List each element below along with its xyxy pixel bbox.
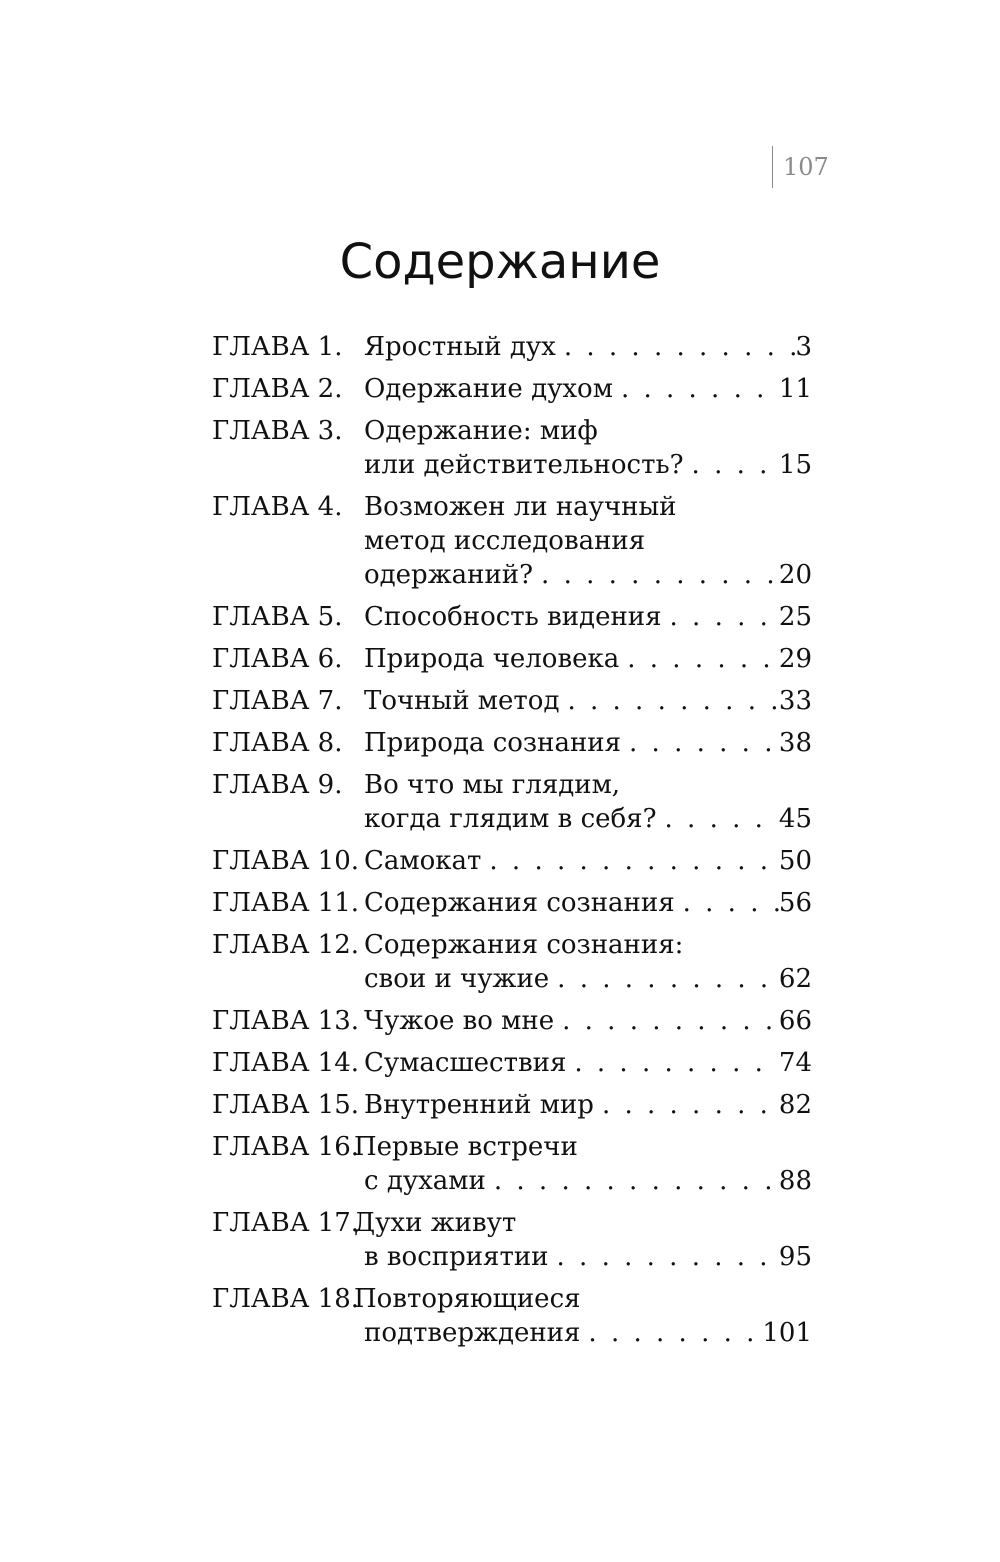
page-title: Содержание	[339, 234, 661, 290]
chapter-page-number: 62	[778, 964, 812, 994]
chapter-title-line: Повторяющиеся	[354, 1284, 581, 1314]
chapter-title-block	[364, 600, 812, 634]
chapter-label: ГЛАВА 7.	[212, 686, 343, 716]
chapter-page-number: 45	[778, 804, 812, 834]
chapter-title-line: Чужое во мне	[364, 1006, 555, 1036]
chapter-label: ГЛАВА 14.	[212, 1048, 360, 1078]
chapter-title-block	[364, 844, 812, 878]
chapter-title-block	[364, 768, 812, 836]
chapter-title-line: Одержание: миф	[364, 416, 598, 446]
chapter-title-last-line	[364, 684, 812, 718]
chapter-page-number: 3	[795, 332, 812, 362]
chapter-title-last-line	[364, 844, 812, 878]
chapter-title-last-line	[354, 1316, 812, 1350]
chapter-title-line: Во что мы глядим,	[364, 770, 621, 800]
chapter-title-line: Самокат	[364, 846, 482, 876]
chapter-page-number: 11	[778, 374, 812, 404]
toc-entry	[212, 844, 812, 878]
leader-dots	[533, 558, 779, 592]
chapter-title-block	[364, 1046, 812, 1080]
chapter-title-block	[364, 330, 812, 364]
chapter-title-block	[364, 886, 812, 920]
toc-entry	[212, 928, 812, 996]
leader-dots	[481, 844, 779, 878]
chapter-label: ГЛАВА 13.	[212, 1006, 360, 1036]
chapter-label: ГЛАВА 3.	[212, 416, 343, 446]
chapter-title-block	[364, 642, 812, 676]
chapter-title-line: в восприятии	[364, 1242, 549, 1272]
leader-dots	[621, 726, 779, 760]
chapter-title-line: или действительность?	[364, 450, 684, 480]
chapter-title-block	[364, 684, 812, 718]
chapter-label: ГЛАВА 12.	[212, 930, 360, 960]
chapter-title-last-line	[364, 448, 812, 482]
chapter-page-number: 82	[778, 1090, 812, 1120]
chapter-label: ГЛАВА 5.	[212, 602, 343, 632]
chapter-title-line: Духи живут	[354, 1208, 517, 1238]
chapter-title-last-line	[364, 600, 812, 634]
chapter-title-line: когда глядим в себя?	[364, 804, 657, 834]
chapter-label: ГЛАВА 8.	[212, 728, 343, 758]
toc-entry	[212, 1004, 812, 1038]
leader-dots	[619, 642, 779, 676]
toc-entry	[212, 1282, 812, 1350]
chapter-title-line: одержаний?	[364, 560, 534, 590]
chapter-page-number: 56	[778, 888, 812, 918]
page-number-block	[772, 146, 829, 188]
chapter-title-last-line	[364, 726, 812, 760]
toc-entry	[212, 414, 812, 482]
table-of-contents	[212, 330, 812, 1358]
toc-entry	[212, 600, 812, 634]
chapter-title-last-line	[354, 1240, 812, 1274]
leader-dots	[559, 684, 778, 718]
chapter-title-last-line	[364, 962, 812, 996]
chapter-page-number: 50	[778, 846, 812, 876]
leader-dots	[594, 1088, 779, 1122]
toc-entry	[212, 1046, 812, 1080]
chapter-title-line: Сумасшествия	[364, 1048, 567, 1078]
toc-entry	[212, 768, 812, 836]
chapter-label: ГЛАВА 1.	[212, 332, 343, 362]
chapter-page-number: 101	[762, 1318, 812, 1348]
leader-dots	[684, 448, 779, 482]
chapter-title-line: с духами	[364, 1166, 486, 1196]
chapter-title-last-line	[364, 1046, 812, 1080]
chapter-title-last-line	[364, 558, 812, 592]
chapter-title-line: свои и чужие	[364, 964, 550, 994]
chapter-page-number: 95	[778, 1242, 812, 1272]
chapter-title-line: Возможен ли научный	[364, 492, 677, 522]
leader-dots	[566, 1046, 779, 1080]
toc-entry	[212, 684, 812, 718]
chapter-title-line: подтверждения	[364, 1318, 581, 1348]
chapter-title-block	[364, 490, 812, 592]
chapter-title-last-line	[364, 886, 812, 920]
chapter-title-block	[364, 726, 812, 760]
chapter-label: ГЛАВА 4.	[212, 492, 343, 522]
chapter-title-last-line	[364, 330, 812, 364]
chapter-title-last-line	[364, 642, 812, 676]
chapter-title-line: метод исследования	[364, 526, 646, 556]
chapter-label: ГЛАВА 15.	[212, 1090, 360, 1120]
chapter-title-block	[364, 928, 812, 996]
chapter-title-line: Природа человека	[364, 644, 620, 674]
chapter-page-number: 38	[778, 728, 812, 758]
chapter-label: ГЛАВА 10.	[212, 846, 360, 876]
chapter-title-block	[354, 1206, 812, 1274]
leader-dots	[554, 1004, 779, 1038]
toc-entry	[212, 1130, 812, 1198]
chapter-label: ГЛАВА 9.	[212, 770, 343, 800]
leader-dots	[549, 962, 779, 996]
leader-dots	[662, 600, 779, 634]
leader-dots	[580, 1316, 762, 1350]
chapter-title-block	[354, 1130, 812, 1198]
chapter-label: ГЛАВА 17.	[212, 1208, 360, 1238]
chapter-page-number: 20	[778, 560, 812, 590]
chapter-page-number: 88	[778, 1166, 812, 1196]
toc-entry	[212, 726, 812, 760]
chapter-title-last-line	[364, 1004, 812, 1038]
chapter-label: ГЛАВА 18.	[212, 1284, 360, 1314]
chapter-title-line: Яростный дух	[364, 332, 556, 362]
leader-dots	[675, 886, 779, 920]
chapter-page-number: 25	[778, 602, 812, 632]
leader-dots	[549, 1240, 779, 1274]
leader-dots	[486, 1164, 779, 1198]
leader-dots	[556, 330, 796, 364]
chapter-title-last-line	[364, 1088, 812, 1122]
chapter-title-block	[364, 1088, 812, 1122]
chapter-title-line: Внутренний мир	[364, 1090, 594, 1120]
toc-entry	[212, 642, 812, 676]
toc-entry	[212, 1206, 812, 1274]
toc-entry	[212, 330, 812, 364]
leader-dots	[657, 802, 779, 836]
chapter-page-number: 33	[778, 686, 812, 716]
chapter-title-line: Одержание духом	[364, 374, 613, 404]
chapter-title-last-line	[354, 1164, 812, 1198]
page-number: 107	[783, 153, 829, 181]
toc-entry	[212, 372, 812, 406]
chapter-title-block	[364, 1004, 812, 1038]
chapter-page-number: 15	[778, 450, 812, 480]
toc-entry	[212, 886, 812, 920]
chapter-label: ГЛАВА 6.	[212, 644, 343, 674]
chapter-label: ГЛАВА 11.	[212, 888, 360, 918]
chapter-title-last-line	[364, 372, 812, 406]
chapter-page-number: 29	[778, 644, 812, 674]
chapter-title-last-line	[364, 802, 812, 836]
chapter-title-block	[354, 1282, 812, 1350]
toc-entry	[212, 1088, 812, 1122]
chapter-title-block	[364, 372, 812, 406]
chapter-title-line: Содержания сознания:	[364, 930, 684, 960]
chapter-title-line: Содержания сознания	[364, 888, 675, 918]
chapter-title-line: Точный метод	[364, 686, 560, 716]
chapter-label: ГЛАВА 16.	[212, 1132, 360, 1162]
chapter-page-number: 74	[778, 1048, 812, 1078]
toc-entry	[212, 490, 812, 592]
chapter-title-block	[364, 414, 812, 482]
chapter-title-line: Природа сознания	[364, 728, 622, 758]
chapter-title-line: Первые встречи	[354, 1132, 578, 1162]
chapter-label: ГЛАВА 2.	[212, 374, 343, 404]
chapter-page-number: 66	[778, 1006, 812, 1036]
chapter-title-line: Способность видения	[364, 602, 662, 632]
leader-dots	[613, 372, 779, 406]
